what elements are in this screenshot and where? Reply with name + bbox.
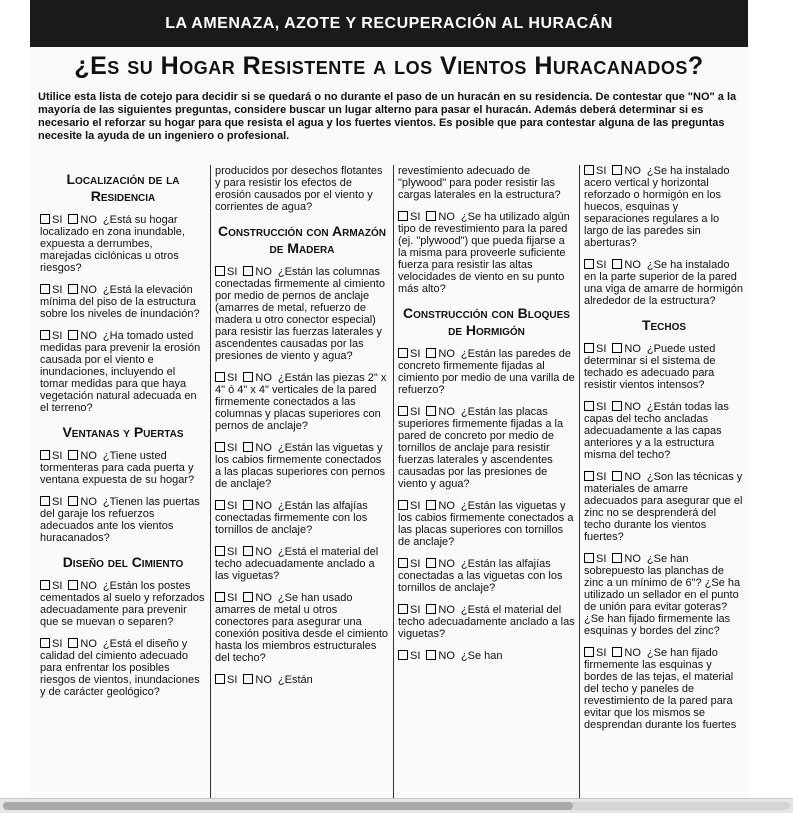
yes-label: SI: [410, 558, 421, 570]
checklist-question: [398, 211, 575, 295]
section-heading: Diseño del Cimiento: [62, 554, 184, 570]
no-option[interactable]: [68, 580, 97, 592]
no-label: NO: [624, 471, 641, 483]
checklist-question: [584, 647, 744, 731]
right-margin: [748, 0, 793, 813]
no-label: NO: [255, 266, 272, 278]
checklist-question: [40, 638, 206, 698]
checklist-question: [215, 592, 389, 664]
yes-label: SI: [410, 500, 421, 512]
no-label: NO: [80, 496, 97, 508]
no-option[interactable]: [243, 500, 272, 512]
checkbox-icon[interactable]: [398, 604, 408, 614]
yes-label: SI: [410, 406, 421, 418]
question-text: ¿Está su hogar localizado en zona inundable, expuesta a derrumbes, marejadas ciclónicas u otros riesgos?: [40, 214, 185, 274]
checkbox-icon[interactable]: [584, 259, 594, 269]
checkbox-icon[interactable]: [584, 401, 594, 411]
no-label: NO: [624, 259, 641, 271]
checkbox-icon[interactable]: [426, 650, 436, 660]
yes-label: SI: [227, 546, 238, 558]
no-option[interactable]: [243, 442, 272, 454]
question-text: ¿Tiene usted tormenteras para cada puerta y ventana expuesta de su hogar?: [40, 450, 195, 486]
checklist-columns: [40, 165, 748, 799]
yes-option[interactable]: [398, 604, 420, 616]
checkbox-icon[interactable]: [612, 259, 622, 269]
checklist-question: [398, 558, 575, 594]
yes-label: SI: [52, 450, 63, 462]
checklist-question: [584, 471, 744, 543]
yes-label: SI: [52, 330, 63, 342]
checkbox-icon[interactable]: [584, 647, 594, 657]
no-label: NO: [438, 558, 455, 570]
no-option[interactable]: [426, 406, 455, 418]
checkbox-icon[interactable]: [584, 553, 594, 563]
checklist-question: [215, 372, 389, 432]
no-option[interactable]: [68, 638, 97, 650]
checklist-question: [398, 406, 575, 490]
checklist-question: [584, 259, 744, 307]
checkbox-icon[interactable]: [243, 592, 253, 602]
no-option[interactable]: [612, 343, 641, 355]
no-option[interactable]: [243, 592, 272, 604]
checklist-question: [40, 284, 206, 320]
yes-label: SI: [410, 604, 421, 616]
question-text: ¿Están las paredes de concreto firmemente fijadas al cimiento por medio de una varilla de refuerzo?: [398, 348, 575, 396]
yes-option[interactable]: [215, 266, 237, 278]
yes-option[interactable]: [215, 500, 237, 512]
yes-label: SI: [410, 348, 421, 360]
no-label: NO: [438, 500, 455, 512]
yes-label: SI: [596, 647, 607, 659]
checklist-question: [398, 500, 575, 548]
checkbox-icon[interactable]: [215, 266, 225, 276]
yes-label: SI: [52, 284, 63, 296]
column-3: [393, 165, 579, 799]
yes-label: SI: [596, 259, 607, 271]
question-text: ¿Se ha instalado en la parte superior de la pared una viga de amarre de hormigón alrededor de la estructura?: [584, 259, 743, 307]
no-option[interactable]: [612, 647, 641, 659]
yes-label: SI: [52, 580, 63, 592]
yes-option[interactable]: [40, 330, 62, 342]
no-option[interactable]: [243, 674, 272, 686]
checklist-question: [215, 674, 389, 686]
horizontal-scrollbar[interactable]: [0, 798, 793, 813]
checkbox-icon[interactable]: [243, 266, 253, 276]
no-label: NO: [80, 330, 97, 342]
question-text: ¿Se han usado amarres de metal u otros conectores para asegurar una conexión positiva desde el cimiento hasta los miembros estructurales del techo?: [215, 592, 389, 664]
no-label: NO: [438, 604, 455, 616]
question-text: ¿Está el diseño y calidad del cimiento adecuado para enfrentar los posibles riesgos de vientos, inundaciones y de carácter geológico?: [40, 638, 200, 698]
yes-option[interactable]: [215, 372, 237, 384]
no-option[interactable]: [426, 558, 455, 570]
checkbox-icon[interactable]: [40, 450, 50, 460]
checklist-question: [40, 580, 206, 628]
checkbox-icon[interactable]: [40, 496, 50, 506]
checkbox-icon[interactable]: [612, 165, 622, 175]
yes-option[interactable]: [584, 553, 606, 565]
question-text: ¿Están las piezas 2" x 4" ó 4" x 4" verticales de la pared firmemente conectados a las columnas y placas superiores con pernos de anclaje?: [215, 372, 387, 432]
yes-option[interactable]: [215, 674, 237, 686]
checkbox-icon[interactable]: [68, 284, 78, 294]
checkbox-icon[interactable]: [215, 546, 225, 556]
question-text: ¿Son las técnicas y materiales de amarre adecuados para asegurar que el zinc no se desprenderá del techo durante los vientos fuertes?: [584, 471, 743, 543]
checklist-question: [584, 343, 744, 391]
checklist-question: [40, 330, 206, 414]
yes-option[interactable]: [40, 450, 62, 462]
question-text: ¿Están las alfajías conectadas a las viguetas con los tornillos de anclaje?: [398, 558, 563, 594]
question-text: ¿Están: [277, 674, 313, 686]
yes-option[interactable]: [40, 496, 62, 508]
section-banner: LA AMENAZA, AZOTE Y RECUPERACIÓN AL HURACÁN: [30, 0, 748, 47]
yes-label: SI: [596, 401, 607, 413]
question-text: ¿Ha tomado usted medidas para prevenir la erosión causada por el viento e inundaciones, incluyendo el tomar medidas para que haya vegetación natural adecuada en el terreno?: [40, 330, 201, 414]
yes-label: SI: [52, 214, 63, 226]
question-text: ¿Se ha utilizado algún tipo de revestimiento para la pared (ej. "plywood") que pueda fijarse a la misma para proveerle suficiente fuerza para resistir las altas velocidades de viento en su punto más alto?: [398, 211, 570, 295]
no-option[interactable]: [426, 348, 455, 360]
checklist-question: [215, 266, 389, 362]
checkbox-icon[interactable]: [68, 330, 78, 340]
checkbox-icon[interactable]: [40, 638, 50, 648]
no-option[interactable]: [68, 214, 97, 226]
column-4: [579, 165, 748, 799]
section-heading: Ventanas y Puertas: [62, 424, 184, 440]
question-text: ¿Están los postes cementados al suelo y reforzados adecuadamente para prevenir que se muevan o separen?: [40, 580, 205, 628]
yes-option[interactable]: [584, 471, 606, 483]
checkbox-icon[interactable]: [398, 500, 408, 510]
checkbox-icon[interactable]: [40, 284, 50, 294]
yes-option[interactable]: [398, 558, 420, 570]
no-label: NO: [624, 647, 641, 659]
checklist-question: [40, 214, 206, 274]
checkbox-icon[interactable]: [243, 546, 253, 556]
checkbox-icon[interactable]: [584, 471, 594, 481]
checkbox-icon[interactable]: [426, 500, 436, 510]
checkbox-icon[interactable]: [215, 592, 225, 602]
checklist-question: [215, 546, 389, 582]
intro-paragraph: Utilice esta lista de cotejo para decidir si se quedará o no durante el paso de un huracán en su residencia. De contestar que "NO" a la mayoría de las siguientes preguntas, considere buscar un lugar alterno para pasar el huracán. Además deberá determinar si es necesario el reforzar su hogar para que resista el agua y los fuertes vientos. Es posible que para contestar alguna de las preguntas necesite la ayuda de un ingeniero o profesional.: [38, 91, 737, 142]
checklist-question: [215, 442, 389, 490]
checkbox-icon[interactable]: [612, 553, 622, 563]
yes-label: SI: [227, 674, 238, 686]
section-heading: Localización de la Residencia: [66, 171, 180, 204]
no-label: NO: [80, 580, 97, 592]
continued-text: revestimiento adecuado de "plywood" para poder resistir las cargas laterales en la estructura?: [398, 165, 561, 201]
checkbox-icon[interactable]: [398, 650, 408, 660]
checklist-question: [215, 500, 389, 536]
no-option[interactable]: [612, 471, 641, 483]
no-label: NO: [624, 401, 641, 413]
no-option[interactable]: [68, 330, 97, 342]
question-text: ¿Está la elevación mínima del piso de la estructura sobre los niveles de inundación?: [40, 284, 200, 320]
column-2: [210, 165, 393, 799]
yes-label: SI: [227, 592, 238, 604]
no-label: NO: [255, 372, 272, 384]
checkbox-icon[interactable]: [426, 406, 436, 416]
no-option[interactable]: [426, 500, 455, 512]
yes-label: SI: [596, 343, 607, 355]
checkbox-icon[interactable]: [243, 500, 253, 510]
no-option[interactable]: [612, 165, 641, 177]
checkbox-icon[interactable]: [426, 211, 436, 221]
yes-option[interactable]: [215, 592, 237, 604]
no-option[interactable]: [68, 284, 97, 296]
scrollbar-thumb[interactable]: [3, 802, 573, 810]
checklist-question: [40, 496, 206, 544]
checklist-question: [398, 604, 575, 640]
yes-option[interactable]: [584, 647, 606, 659]
section-heading: Construcción con Bloques de Hormigón: [403, 305, 570, 338]
checkbox-icon[interactable]: [68, 580, 78, 590]
yes-option[interactable]: [398, 348, 420, 360]
yes-option[interactable]: [584, 401, 606, 413]
no-label: NO: [255, 442, 272, 454]
no-label: NO: [80, 284, 97, 296]
checklist-question: [584, 553, 744, 637]
yes-option[interactable]: [398, 650, 420, 662]
checkbox-icon[interactable]: [68, 496, 78, 506]
checkbox-icon[interactable]: [243, 442, 253, 452]
no-label: NO: [438, 348, 455, 360]
yes-option[interactable]: [584, 259, 606, 271]
no-option[interactable]: [243, 372, 272, 384]
checkbox-icon[interactable]: [68, 214, 78, 224]
yes-option[interactable]: [40, 580, 62, 592]
checkbox-icon[interactable]: [40, 330, 50, 340]
checkbox-icon[interactable]: [215, 442, 225, 452]
no-label: NO: [255, 674, 272, 686]
yes-label: SI: [227, 500, 238, 512]
checkbox-icon[interactable]: [40, 214, 50, 224]
checkbox-icon[interactable]: [398, 406, 408, 416]
yes-option[interactable]: [584, 343, 606, 355]
yes-label: SI: [410, 211, 421, 223]
yes-label: SI: [52, 638, 63, 650]
question-text: ¿Puede usted determinar si el sistema de techado es adecuado para resistir vientos intensos?: [584, 343, 716, 391]
question-text: ¿Están las columnas conectadas firmemente al cimiento por medio de pernos de anclaje (amarres de metal, refuerzo de madera u otro conector especial) para resistir las fuerzas laterales y ascendentes causadas por las presiones de viento y agua?: [215, 266, 385, 362]
no-option[interactable]: [426, 604, 455, 616]
checkbox-icon[interactable]: [68, 638, 78, 648]
checkbox-icon[interactable]: [215, 372, 225, 382]
checkbox-icon[interactable]: [612, 471, 622, 481]
checkbox-icon[interactable]: [584, 343, 594, 353]
question-text: ¿Están las alfajías conectadas firmemente con los tornillos de anclaje?: [215, 500, 368, 536]
question-text: ¿Se han sobrepuesto las planchas de zinc a un mínimo de 6"? ¿Se ha utilizado un sellador en el punto de unión para evitar goteras? ¿Se han fijado firmemente las esquinas y bordes del zinc?: [584, 553, 741, 637]
checkbox-icon[interactable]: [612, 647, 622, 657]
yes-option[interactable]: [398, 211, 420, 223]
yes-option[interactable]: [398, 406, 420, 418]
yes-option[interactable]: [215, 546, 237, 558]
checkbox-icon[interactable]: [243, 674, 253, 684]
left-margin: [0, 0, 30, 813]
yes-option[interactable]: [40, 638, 62, 650]
checkbox-icon[interactable]: [215, 500, 225, 510]
no-label: NO: [438, 406, 455, 418]
question-text: ¿Se ha instalado acero vertical y horizontal reforzado o hormigón en los huecos, esquinas y separaciones regulares a lo largo de las paredes sin aberturas?: [584, 165, 730, 249]
yes-label: SI: [52, 496, 63, 508]
checkbox-icon[interactable]: [243, 372, 253, 382]
checkbox-icon[interactable]: [426, 348, 436, 358]
continued-text: producidos por desechos flotantes y para resistir los efectos de erosión causados por el viento y corrientes de agua?: [215, 165, 383, 213]
yes-option[interactable]: [40, 214, 62, 226]
checklist-question: [398, 650, 575, 662]
column-1: [40, 165, 210, 799]
yes-option[interactable]: [215, 442, 237, 454]
yes-option[interactable]: [40, 284, 62, 296]
checkbox-icon[interactable]: [215, 674, 225, 684]
yes-label: SI: [596, 553, 607, 565]
checkbox-icon[interactable]: [40, 580, 50, 590]
checklist-question: [584, 401, 744, 461]
no-option[interactable]: [612, 259, 641, 271]
yes-label: SI: [227, 266, 238, 278]
no-option[interactable]: [612, 401, 641, 413]
section-heading: Construcción con Armazón de Madera: [217, 223, 387, 256]
page-title: ¿Es su Hogar Resistente a los Vientos Huracanados?: [74, 52, 704, 80]
no-label: NO: [624, 343, 641, 355]
question-text: ¿Están las viguetas y los cabios firmemente conectados a las placas superiores con tornillos de anclaje?: [398, 500, 574, 548]
no-option[interactable]: [68, 450, 97, 462]
no-label: NO: [80, 450, 97, 462]
question-text: ¿Están todas las capas del techo ancladas adecuadamente a las capas anteriores y a la estructura misma del techo?: [584, 401, 729, 461]
yes-label: SI: [596, 165, 607, 177]
checklist-question: [584, 165, 744, 249]
question-text: ¿Se han: [460, 650, 503, 662]
question-text: ¿Está el material del techo adecuadamente anclado a las viguetas?: [215, 546, 379, 582]
no-option[interactable]: [612, 553, 641, 565]
checkbox-icon[interactable]: [398, 348, 408, 358]
section-heading: Techos: [641, 317, 687, 333]
yes-label: SI: [227, 442, 238, 454]
no-label: NO: [438, 650, 455, 662]
no-option[interactable]: [426, 211, 455, 223]
question-text: ¿Está el material del techo adecuadamente anclado a las viguetas?: [398, 604, 575, 640]
yes-option[interactable]: [584, 165, 606, 177]
no-label: NO: [624, 165, 641, 177]
question-text: ¿Se han fijado firmemente las esquinas y bordes de las tejas, el material del techo y paneles de revestimiento de la pared para evitar que los mismos se desprendan durante los fuertes: [584, 647, 737, 731]
no-label: NO: [255, 546, 272, 558]
yes-label: SI: [227, 372, 238, 384]
no-option[interactable]: [426, 650, 455, 662]
yes-option[interactable]: [398, 500, 420, 512]
no-option[interactable]: [243, 266, 272, 278]
question-text: ¿Están las placas superiores firmemente fijadas a la pared de concreto por medio de tornillos de anclaje para resistir fuerzas laterales y ascendentes causadas por las presiones de viento y agua?: [398, 406, 564, 490]
checklist-question: [40, 450, 206, 486]
no-option[interactable]: [243, 546, 272, 558]
checklist-question: [398, 348, 575, 396]
checkbox-icon[interactable]: [426, 558, 436, 568]
no-label: NO: [255, 592, 272, 604]
checkbox-icon[interactable]: [612, 343, 622, 353]
no-label: NO: [255, 500, 272, 512]
checkbox-icon[interactable]: [398, 211, 408, 221]
checkbox-icon[interactable]: [612, 401, 622, 411]
no-label: NO: [80, 638, 97, 650]
checkbox-icon[interactable]: [68, 450, 78, 460]
checkbox-icon[interactable]: [584, 165, 594, 175]
no-label: NO: [438, 211, 455, 223]
no-option[interactable]: [68, 496, 97, 508]
no-label: NO: [624, 553, 641, 565]
question-text: ¿Están las viguetas y los cabios firmemente conectados a las placas superiores con pernos de anclaje?: [215, 442, 385, 490]
yes-label: SI: [410, 650, 421, 662]
no-label: NO: [80, 214, 97, 226]
question-text: ¿Tienen las puertas del garaje los refuerzos adecuados ante los vientos huracanados?: [40, 496, 200, 544]
checkbox-icon[interactable]: [426, 604, 436, 614]
checkbox-icon[interactable]: [398, 558, 408, 568]
yes-label: SI: [596, 471, 607, 483]
